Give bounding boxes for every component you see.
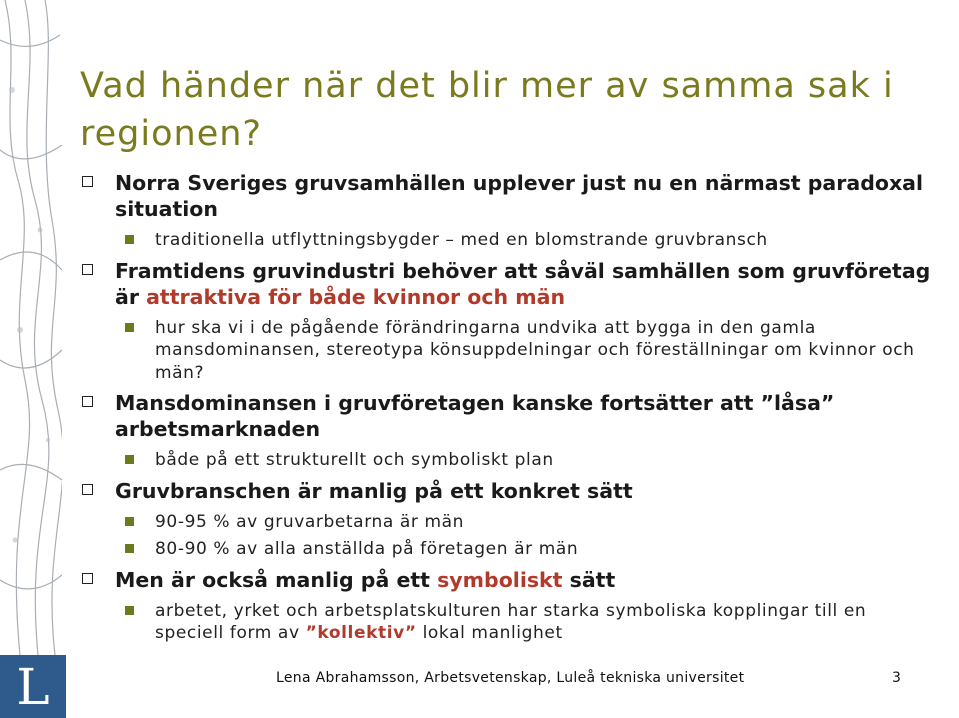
map-decoration [0, 0, 62, 655]
sub-bullet [80, 511, 940, 534]
text-run: lokal manlighet [416, 623, 563, 643]
main-bullet [80, 390, 940, 442]
sub-bullet [80, 449, 940, 472]
text-run: traditionella utflyttningsbygder – med en blomstrande gruvbransch [155, 230, 768, 250]
filled-square-bullet-icon [125, 517, 134, 526]
main-bullet [80, 258, 940, 310]
highlighted-text: ”kollektiv” [305, 623, 417, 643]
text-run: sätt [562, 567, 616, 592]
square-bullet-icon [82, 396, 93, 407]
sub-bullet [80, 229, 940, 252]
text-run: Framtidens gruvindustri behöver att såväl samhällen som gruvföretag är [115, 258, 931, 309]
text-run: arbetet, yrket och arbetsplatskulturen har starka symboliska kopplingar till en speciell form av [155, 600, 867, 643]
text-run: Mansdominansen i gruvföretagen kanske fortsätter att ”låsa” arbetsmarknaden [115, 391, 835, 441]
text-run: 90-95 % av gruvarbetarna är män [155, 511, 465, 532]
square-bullet-icon [82, 484, 93, 495]
sub-bullet [80, 600, 940, 645]
highlighted-text: symboliskt [437, 567, 563, 592]
square-bullet-icon [82, 264, 93, 275]
footer-signature: Lena Abrahamsson, Arbetsvetenskap, Luleå tekniska universitet [276, 670, 745, 686]
sub-bullet [80, 317, 940, 385]
filled-square-bullet-icon [125, 235, 134, 244]
text-run: Gruvbranschen är manlig på ett konkret sätt [115, 478, 633, 503]
text-run: både på ett strukturellt och symboliskt plan [155, 450, 554, 470]
text-run: hur ska vi i de pågående förändringarna undvika att bygga in den gamla mansdominansen, stereotypa könsuppdelningar och föreställningar om kvinnor och män? [155, 317, 915, 383]
sub-bullet [80, 538, 940, 561]
text-run: 80-90 % av alla anställda på företagen är män [155, 539, 579, 559]
university-logo [0, 655, 66, 718]
filled-square-bullet-icon [125, 323, 134, 332]
main-bullet [80, 478, 940, 504]
slide-content [80, 170, 940, 645]
highlighted-text: attraktiva för både kvinnor och män [146, 284, 566, 309]
slide-title: Vad händer när det blir mer av samma sak i regionen? [80, 66, 894, 154]
page-number: 3 [892, 670, 901, 686]
main-bullet [80, 170, 940, 222]
logo-letter: L [16, 657, 50, 716]
filled-square-bullet-icon [125, 455, 134, 464]
square-bullet-icon [82, 176, 93, 187]
text-run: Norra Sveriges gruvsamhällen upplever just nu en närmast paradoxal situation [115, 171, 924, 221]
filled-square-bullet-icon [125, 544, 134, 553]
filled-square-bullet-icon [125, 606, 134, 615]
text-run: Men är också manlig på ett [115, 567, 438, 592]
main-bullet [80, 567, 940, 593]
square-bullet-icon [82, 573, 93, 584]
